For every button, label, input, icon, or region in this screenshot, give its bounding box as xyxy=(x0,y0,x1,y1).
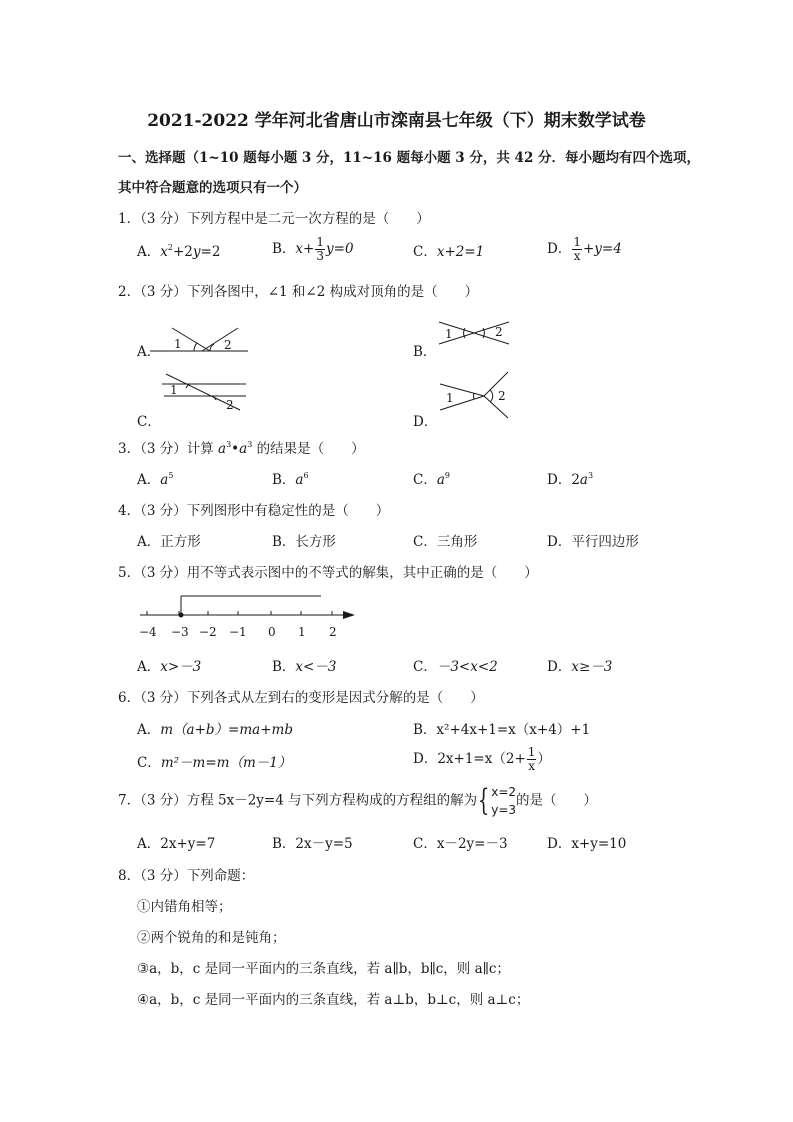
q3-option-b: B．$a^6$ xyxy=(272,471,309,488)
q6-option-c: C．m²－m=m（m－1） xyxy=(137,755,292,771)
q5-tick-0: −4 xyxy=(139,625,157,639)
q3-option-d: D．$2a^3$ xyxy=(547,471,594,488)
section-header-line1: 一、选择题（1~10 题每小题 3 分，11~16 题每小题 3 分，共 42 分．每小题均有四个选项， xyxy=(118,150,701,166)
q5-stem: 5．（3 分）用不等式表示图中的不等式的解集，其中正确的是（ ） xyxy=(118,565,538,581)
q2-figure-c xyxy=(160,370,250,415)
q2b-label-2: 2 xyxy=(495,325,503,339)
q2d-label-2: 2 xyxy=(498,389,506,403)
q3-stem: 3．（3 分）计算 $a^3•a^3$ 的结果是（ ） xyxy=(118,440,365,457)
q7-option-d: D．x+y=10 xyxy=(547,836,627,852)
q4-stem: 4．（3 分）下列图形中有稳定性的是（ ） xyxy=(118,503,390,519)
q2-option-b-label: B． xyxy=(413,344,437,360)
q2-stem: 2．（3 分）下列各图中，∠1 和∠2 构成对顶角的是（ ） xyxy=(118,284,479,300)
q2-option-c-label: C． xyxy=(137,414,161,430)
q1-option-a: A．$x^2+2y=2$ xyxy=(137,243,221,260)
q1-option-b: B．x+ $\frac{1}{3}$ y=0 xyxy=(272,235,354,263)
q5-option-a: A．x>－3 xyxy=(137,659,202,675)
q7-option-c: C．x－2y=－3 xyxy=(413,836,508,852)
q2-figure-a xyxy=(150,320,260,360)
q2c-label-1: 1 xyxy=(170,383,178,397)
q3-option-c: C．$a^9$ xyxy=(413,471,450,488)
q6-option-b: B．x²+4x+1=x（x+4）+1 xyxy=(413,722,591,738)
q8-proposition-1: ①内错角相等； xyxy=(137,899,232,915)
q1-option-d: D． $\frac{1}{x}$ +y=4 xyxy=(547,235,622,263)
q6-stem: 6．（3 分）下列各式从左到右的变形是因式分解的是（ ） xyxy=(118,690,484,706)
q4-option-a: A．正方形 xyxy=(137,534,201,550)
q5-tick-4: 0 xyxy=(268,625,276,639)
page-title: 2021-2022 学年河北省唐山市滦南县七年级（下）期末数学试卷 xyxy=(147,111,646,131)
q8-proposition-3: ③a，b，c 是同一平面内的三条直线，若 a∥b，b∥c，则 a∥c； xyxy=(137,961,510,977)
q5-tick-1: −3 xyxy=(171,625,189,639)
q6-option-a: A．m（a+b）=ma+mb xyxy=(137,722,293,738)
q8-proposition-4: ④a，b，c 是同一平面内的三条直线，若 a⊥b，b⊥c，则 a⊥c； xyxy=(137,992,530,1008)
q6-option-d: D．2x+1=x（2+ $\frac{1}{x}$ ） xyxy=(413,745,551,773)
q2-option-a-label: A． xyxy=(137,344,161,360)
section-header-line2: 其中符合题意的选项只有一个） xyxy=(118,180,307,196)
q8-proposition-2: ②两个锐角的和是钝角； xyxy=(137,930,286,946)
q5-number-line xyxy=(135,590,365,645)
q8-stem: 8．（3 分）下列命题： xyxy=(118,868,255,884)
q3-option-a: A．$a^5$ xyxy=(137,471,174,488)
q5-option-b: B．x<－3 xyxy=(272,659,337,675)
q5-tick-5: 1 xyxy=(298,625,306,639)
q5-option-c: C．－3<x<2 xyxy=(413,659,498,675)
q2-figure-d xyxy=(436,370,516,420)
q7-option-a: A．2x+y=7 xyxy=(137,836,216,852)
q7-stem: 7．（3 分）方程 5x－2y=4 与下列方程构成的方程组的解为{ x=2 y=3 的是（ ） xyxy=(118,783,598,818)
q1-option-c: C．x+2=1 xyxy=(413,244,485,260)
q2-figure-b xyxy=(437,314,517,350)
q2a-label-2: 2 xyxy=(224,338,232,352)
q5-option-d: D．x≥－3 xyxy=(547,659,613,675)
q4-option-c: C．三角形 xyxy=(413,534,478,550)
q2d-label-1: 1 xyxy=(446,391,454,405)
q5-tick-2: −2 xyxy=(199,625,217,639)
q5-tick-6: 2 xyxy=(329,625,337,639)
q2a-label-1: 1 xyxy=(174,337,182,351)
q2-option-d-label: D． xyxy=(413,414,438,430)
q4-option-d: D．平行四边形 xyxy=(547,534,639,550)
q1-stem: 1．（3 分）下列方程中是二元一次方程的是（ ） xyxy=(118,211,430,227)
q2c-label-2: 2 xyxy=(226,398,234,412)
q7-option-b: B．2x－y=5 xyxy=(272,836,353,852)
q4-option-b: B．长方形 xyxy=(272,534,336,550)
q5-tick-3: −1 xyxy=(229,625,247,639)
q2b-label-1: 1 xyxy=(445,327,453,341)
